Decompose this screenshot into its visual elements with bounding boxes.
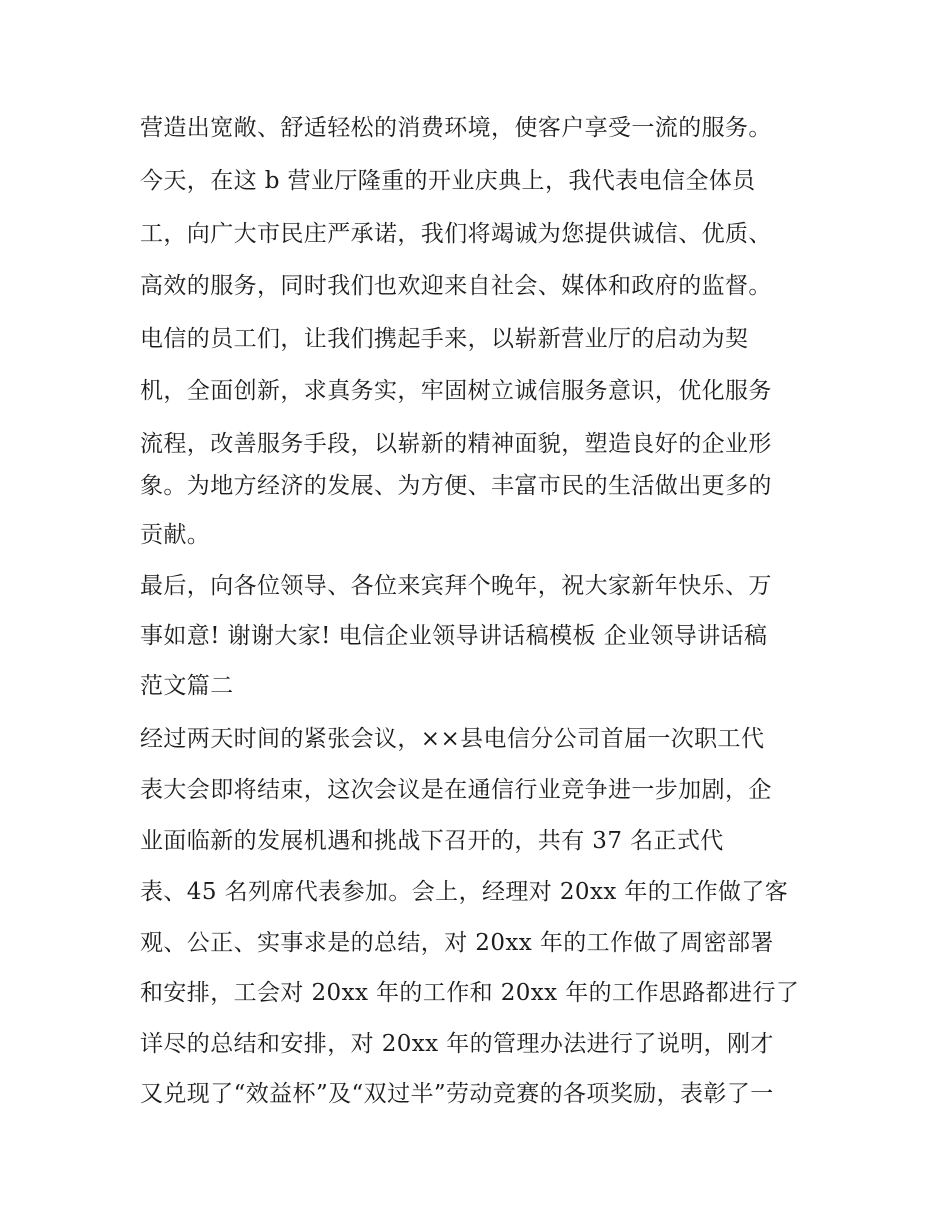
text-line: 工，向广大市民庄严承诺，我们将竭诚为您提供诚信、优质、 — [140, 221, 772, 247]
text-line: 范文篇二 — [140, 673, 234, 699]
text-line: 流程，改善服务手段，以崭新的精神面貌，塑造良好的企业形 — [140, 431, 772, 457]
text-line: 表大会即将结束，这次会议是在通信行业竞争进一步加剧，企 — [140, 777, 772, 803]
text-line: 今天，在这 b 营业厅隆重的开业庆典上，我代表电信全体员 — [140, 168, 756, 194]
text-line: 又兑现了“效益杯”及“双过半”劳动竞赛的各项奖励，表彰了一 — [140, 1081, 774, 1107]
text-line: 观、公正、实事求是的总结，对 20xx 年的工作做了周密部署 — [140, 930, 774, 956]
text-line: 经过两天时间的紧张会议，××县电信分公司首届一次职工代 — [140, 726, 765, 752]
text-line: 事如意! 谢谢大家! 电信企业领导讲话稿模板 企业领导讲话稿 — [140, 623, 768, 649]
text-line: 高效的服务，同时我们也欢迎来自社会、媒体和政府的监督。 — [140, 273, 772, 299]
text-line: 机，全面创新，求真务实，牢固树立诚信服务意识，优化服务 — [140, 378, 772, 404]
text-line: 营造出宽敞、舒适轻松的消费环境，使客户享受一流的服务。 — [140, 115, 772, 141]
text-line: 业面临新的发展机遇和挑战下召开的，共有 37 名正式代 — [140, 828, 724, 854]
text-line: 表、45 名列席代表参加。会上，经理对 20xx 年的工作做了客 — [140, 879, 789, 905]
text-line: 详尽的总结和安排，对 20xx 年的管理办法进行了说明，刚才 — [140, 1031, 774, 1057]
text-line: 和安排，工会对 20xx 年的工作和 20xx 年的工作思路都进行了 — [140, 980, 800, 1006]
text-line: 象。为地方经济的发展、为方便、丰富市民的生活做出更多的 — [140, 473, 772, 499]
text-line: 贡献。 — [140, 522, 211, 548]
text-line: 最后，向各位领导、各位来宾拜个晚年，祝大家新年快乐、万 — [140, 573, 772, 599]
text-line: 电信的员工们，让我们携起手来，以崭新营业厅的启动为契 — [140, 326, 749, 352]
